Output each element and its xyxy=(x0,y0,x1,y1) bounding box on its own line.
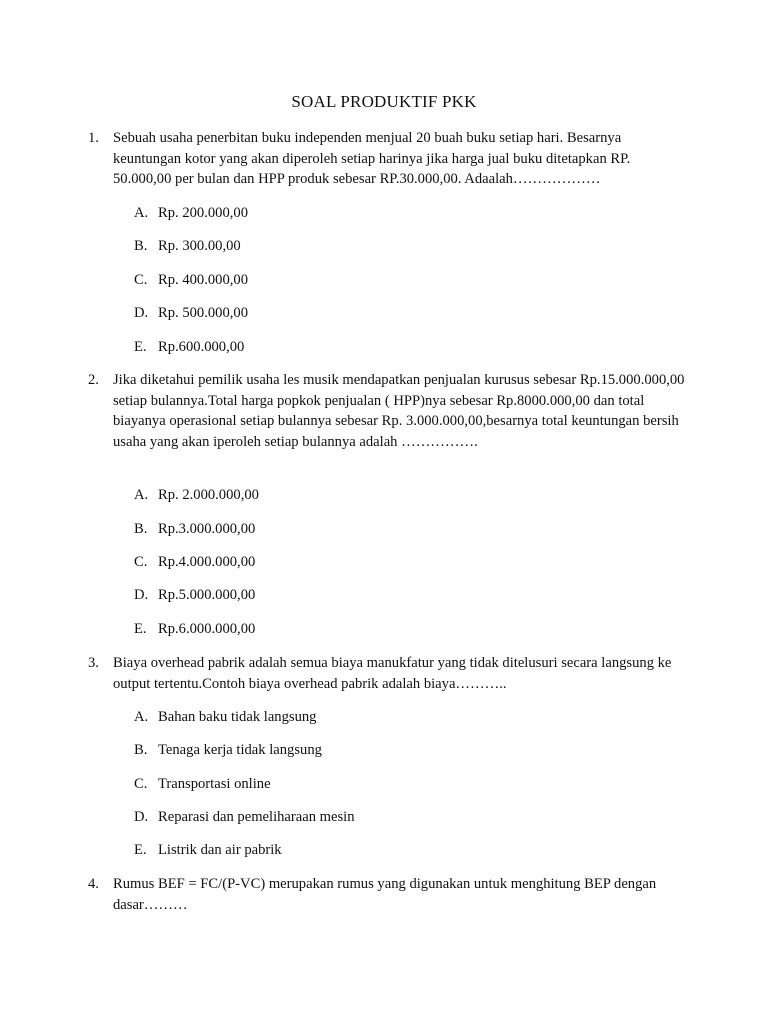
option-text: Transportasi online xyxy=(158,776,271,792)
option-1d xyxy=(134,303,654,323)
option-text: Rp.5.000.000,00 xyxy=(158,587,256,603)
option-3b xyxy=(134,740,654,760)
option-letter: C. xyxy=(134,272,148,288)
option-2b xyxy=(134,519,654,539)
option-letter: B. xyxy=(134,742,148,758)
option-letter: E. xyxy=(134,339,147,355)
option-letter: E. xyxy=(134,621,147,637)
option-text: Listrik dan air pabrik xyxy=(158,842,282,858)
option-text: Tenaga kerja tidak langsung xyxy=(158,742,322,758)
option-letter: D. xyxy=(134,587,149,603)
question-4 xyxy=(88,874,688,915)
question-text: Biaya overhead pabrik adalah semua biaya manukfatur yang tidak ditelusuri secara langsung ke output tertentu.Contoh biaya overhead pabrik adalah biaya……….. xyxy=(113,655,672,692)
option-letter: D. xyxy=(134,809,149,825)
question-text: Jika diketahui pemilik usaha les musik mendapatkan penjualan kurusus sebesar Rp.15.000.000,00 setiap bulannya.Total harga popkok penjualan ( HPP)nya sebesar Rp.8000.000,00 dan total biayanya operasional setiap bulannya sebesar Rp. 3.000.000,00,besarnya total keuntungan bersih usaha yang akan iperoleh setiap bulannya adalah ……………. xyxy=(113,372,685,450)
option-text: Rp. 2.000.000,00 xyxy=(158,487,259,503)
question-number: 4. xyxy=(88,876,99,892)
option-2c xyxy=(134,552,654,572)
option-1c xyxy=(134,270,654,290)
option-text: Rp. 300.00,00 xyxy=(158,238,241,254)
option-text: Rp.3.000.000,00 xyxy=(158,521,256,537)
option-3c xyxy=(134,774,654,794)
question-3 xyxy=(88,653,688,694)
option-text: Rp.600.000,00 xyxy=(158,339,245,355)
option-text: Rp. 200.000,00 xyxy=(158,205,248,221)
question-1 xyxy=(88,128,688,190)
option-text: Rp.4.000.000,00 xyxy=(158,554,256,570)
question-number: 2. xyxy=(88,372,99,388)
option-letter: C. xyxy=(134,554,148,570)
question-number: 1. xyxy=(88,130,99,146)
option-letter: B. xyxy=(134,238,148,254)
option-text: Reparasi dan pemeliharaan mesin xyxy=(158,809,355,825)
option-text: Bahan baku tidak langsung xyxy=(158,709,317,725)
option-letter: A. xyxy=(134,487,149,503)
option-3e xyxy=(134,840,654,860)
option-3a xyxy=(134,707,654,727)
option-2a xyxy=(134,485,654,505)
option-text: Rp. 400.000,00 xyxy=(158,272,248,288)
option-3d xyxy=(134,807,654,827)
option-text: Rp. 500.000,00 xyxy=(158,305,248,321)
option-letter: A. xyxy=(134,205,149,221)
question-text: Rumus BEF = FC/(P-VC) merupakan rumus yang digunakan untuk menghitung BEP dengan dasar……… xyxy=(113,876,657,913)
option-letter: E. xyxy=(134,842,147,858)
question-2 xyxy=(88,370,688,452)
page-title: SOAL PRODUKTIF PKK xyxy=(291,92,477,111)
option-letter: C. xyxy=(134,776,148,792)
option-letter: B. xyxy=(134,521,148,537)
option-2e xyxy=(134,619,654,639)
option-letter: A. xyxy=(134,709,149,725)
option-1b xyxy=(134,236,654,256)
option-1a xyxy=(134,203,654,223)
question-number: 3. xyxy=(88,655,99,671)
question-text: Sebuah usaha penerbitan buku independen menjual 20 buah buku setiap hari. Besarnya keuntungan kotor yang akan diperoleh setiap harinya jika harga jual buku ditetapkan RP. 50.000,00 per bulan dan HPP produk sebesar RP.30.000,00. Adaalah……………… xyxy=(113,130,631,188)
option-1e xyxy=(134,337,654,357)
option-text: Rp.6.000.000,00 xyxy=(158,621,256,637)
option-2d xyxy=(134,585,654,605)
option-letter: D. xyxy=(134,305,149,321)
